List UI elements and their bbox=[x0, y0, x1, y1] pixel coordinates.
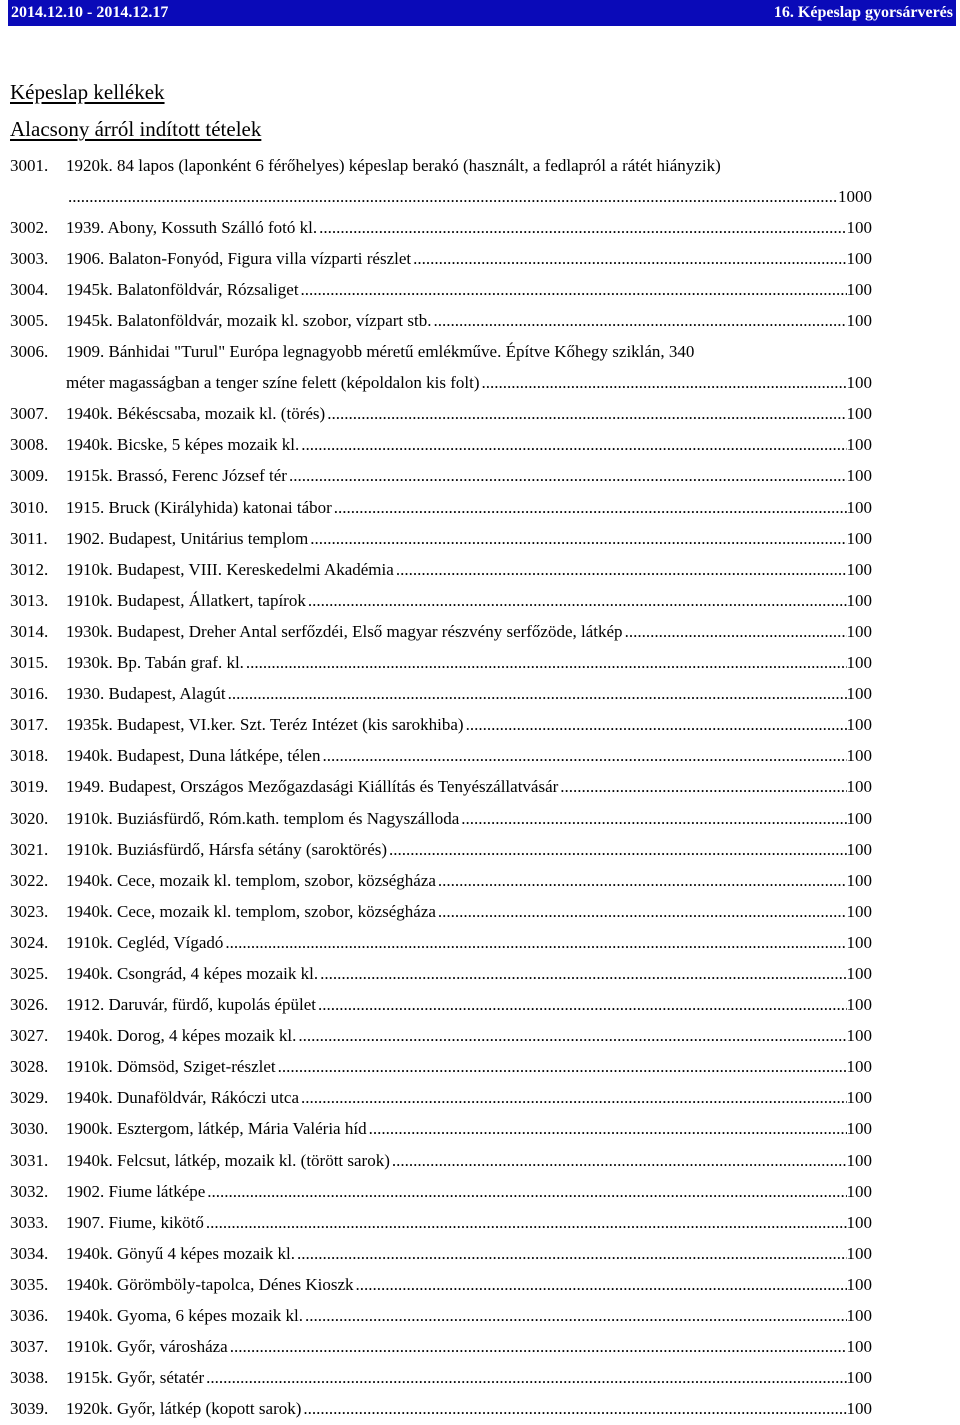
item-line bbox=[10, 616, 872, 647]
item-description: 1920k. 84 lapos (laponként 6 férőhelyes) képeslap berakó (használt, a fedlapról a rátét hiányzik) bbox=[66, 155, 721, 175]
item-description: 1940k. Görömböly-tapolca, Dénes Kioszk bbox=[66, 1274, 354, 1294]
item-description: 1915. Bruck (Királyhida) katonai tábor bbox=[66, 497, 332, 517]
item-price: 100 bbox=[846, 1399, 872, 1419]
list-item bbox=[10, 1394, 872, 1425]
dot-leader bbox=[560, 777, 846, 797]
list-item bbox=[10, 741, 872, 772]
list-item bbox=[10, 461, 872, 492]
item-line bbox=[10, 927, 872, 958]
dot-leader bbox=[413, 249, 846, 269]
item-line bbox=[10, 896, 872, 927]
list-item bbox=[10, 243, 872, 274]
dot-leader bbox=[320, 964, 846, 984]
item-price: 100 bbox=[846, 1337, 872, 1357]
item-line bbox=[10, 1176, 872, 1207]
item-line bbox=[10, 305, 872, 336]
item-line bbox=[10, 1363, 872, 1394]
item-description: 1930k. Budapest, Dreher Antal serfőzdéi, Első magyar részvény serfőzöde, látkép bbox=[66, 621, 623, 641]
item-price: 100 bbox=[846, 590, 872, 610]
list-item bbox=[10, 1207, 872, 1238]
item-price: 100 bbox=[846, 995, 872, 1015]
item-price: 100 bbox=[846, 466, 872, 486]
item-description: 1910k. Buziásfürdő, Róm.kath. templom és Nagyszálloda bbox=[66, 808, 460, 828]
item-description: 1915k. Győr, sétatér bbox=[66, 1368, 205, 1388]
item-line bbox=[10, 1052, 872, 1083]
item-price: 100 bbox=[846, 435, 872, 455]
item-price: 100 bbox=[846, 1243, 872, 1263]
dot-leader bbox=[310, 529, 846, 549]
dot-leader bbox=[389, 840, 846, 860]
item-line bbox=[10, 834, 872, 865]
item-line bbox=[10, 243, 872, 274]
dot-leader bbox=[206, 1213, 847, 1233]
dot-leader bbox=[438, 871, 847, 891]
list-item bbox=[10, 927, 872, 958]
item-number: 3027. bbox=[10, 1026, 49, 1046]
item-number: 3015. bbox=[10, 653, 49, 673]
item-number: 3026. bbox=[10, 995, 49, 1015]
item-price: 100 bbox=[846, 870, 872, 890]
item-description: 1940k. Dorog, 4 képes mozaik kl. bbox=[66, 1026, 297, 1046]
item-number: 3014. bbox=[10, 621, 49, 641]
item-line bbox=[10, 337, 872, 368]
list-item bbox=[10, 865, 872, 896]
item-line bbox=[10, 212, 872, 243]
item-description: 1920k. Győr, látkép (kopott sarok) bbox=[66, 1399, 302, 1419]
dot-leader bbox=[305, 1306, 846, 1326]
item-price: 100 bbox=[846, 373, 872, 393]
item-price: 100 bbox=[846, 715, 872, 735]
item-price: 1000 bbox=[838, 186, 872, 206]
item-description: méter magasságban a tenger színe felett (képoldalon kis folt) bbox=[66, 373, 480, 393]
item-number: 3013. bbox=[10, 590, 49, 610]
item-price: 100 bbox=[846, 777, 872, 797]
item-line bbox=[10, 150, 872, 181]
item-line bbox=[10, 523, 872, 554]
item-line bbox=[10, 368, 872, 399]
item-number: 3034. bbox=[10, 1243, 49, 1263]
item-description: 1910k. Győr, városháza bbox=[66, 1337, 228, 1357]
item-number: 3009. bbox=[10, 466, 49, 486]
item-price: 100 bbox=[846, 1212, 872, 1232]
item-number: 3011. bbox=[10, 528, 48, 548]
item-price: 100 bbox=[846, 963, 872, 983]
list-item bbox=[10, 1145, 872, 1176]
item-description: 1910k. Budapest, Állatkert, tapírok bbox=[66, 590, 306, 610]
dot-leader bbox=[278, 1057, 847, 1077]
list-item bbox=[10, 1300, 872, 1331]
item-line bbox=[10, 181, 872, 212]
dot-leader bbox=[356, 1275, 847, 1295]
item-line bbox=[10, 585, 872, 616]
dot-leader bbox=[319, 218, 846, 238]
item-price: 100 bbox=[846, 279, 872, 299]
dot-leader bbox=[466, 715, 847, 735]
page-header bbox=[8, 0, 956, 26]
item-line bbox=[10, 1114, 872, 1145]
item-number: 3032. bbox=[10, 1181, 49, 1201]
dot-leader bbox=[301, 280, 847, 300]
list-item bbox=[10, 337, 872, 399]
item-number: 3012. bbox=[10, 559, 49, 579]
list-item bbox=[10, 523, 872, 554]
item-number: 3033. bbox=[10, 1212, 49, 1232]
item-price: 100 bbox=[846, 528, 872, 548]
list-item bbox=[10, 772, 872, 803]
list-item bbox=[10, 1332, 872, 1363]
item-price: 100 bbox=[846, 653, 872, 673]
list-item bbox=[10, 1269, 872, 1300]
item-number: 3029. bbox=[10, 1088, 49, 1108]
item-number: 3036. bbox=[10, 1306, 49, 1326]
item-description: 1940k. Gyoma, 6 képes mozaik kl. bbox=[66, 1306, 304, 1326]
dot-leader bbox=[207, 1182, 846, 1202]
item-price: 100 bbox=[846, 621, 872, 641]
item-line bbox=[10, 1269, 872, 1300]
item-description: 1940k. Dunaföldvár, Rákóczi utca bbox=[66, 1088, 299, 1108]
item-price: 100 bbox=[846, 217, 872, 237]
item-line bbox=[10, 741, 872, 772]
dot-leader bbox=[433, 311, 846, 331]
dot-leader bbox=[322, 746, 846, 766]
item-price: 100 bbox=[846, 1368, 872, 1388]
item-description: 1935k. Budapest, VI.ker. Szt. Teréz Intézet (kis sarokhiba) bbox=[66, 715, 464, 735]
item-number: 3018. bbox=[10, 746, 49, 766]
section-title: Képeslap kellékek bbox=[10, 80, 165, 104]
item-price: 100 bbox=[846, 1088, 872, 1108]
item-number: 3004. bbox=[10, 279, 49, 299]
item-description: 1940k. Csongrád, 4 képes mozaik kl. bbox=[66, 963, 319, 983]
item-line bbox=[10, 492, 872, 523]
dot-leader bbox=[297, 1244, 847, 1264]
item-line bbox=[10, 1300, 872, 1331]
dot-leader bbox=[303, 1399, 846, 1419]
auction-title: 16. Képeslap gyorsárverés bbox=[773, 4, 953, 21]
item-line bbox=[10, 399, 872, 430]
date-range: 2014.12.10 - 2014.12.17 bbox=[11, 4, 169, 21]
dot-leader bbox=[301, 435, 846, 455]
item-line bbox=[10, 772, 872, 803]
dot-leader bbox=[482, 373, 847, 393]
item-line bbox=[10, 865, 872, 896]
item-number: 3020. bbox=[10, 808, 49, 828]
dot-leader bbox=[298, 1026, 846, 1046]
item-number: 3030. bbox=[10, 1119, 49, 1139]
dot-leader bbox=[230, 1337, 847, 1357]
list-item bbox=[10, 1238, 872, 1269]
list-item bbox=[10, 399, 872, 430]
list-item bbox=[10, 585, 872, 616]
item-description: 1910k. Dömsöd, Sziget-részlet bbox=[66, 1057, 276, 1077]
item-number: 3028. bbox=[10, 1057, 49, 1077]
item-price: 100 bbox=[846, 1150, 872, 1170]
list-item bbox=[10, 616, 872, 647]
item-price: 100 bbox=[846, 901, 872, 921]
item-number: 3035. bbox=[10, 1274, 49, 1294]
item-line bbox=[10, 1394, 872, 1425]
item-number: 3005. bbox=[10, 311, 49, 331]
item-description: 1910k. Budapest, VIII. Kereskedelmi Akadémia bbox=[66, 559, 394, 579]
item-description: 1930k. Bp. Tabán graf. kl. bbox=[66, 653, 244, 673]
item-number: 3037. bbox=[10, 1337, 49, 1357]
list-item bbox=[10, 710, 872, 741]
list-item bbox=[10, 430, 872, 461]
item-line bbox=[10, 803, 872, 834]
list-item bbox=[10, 990, 872, 1021]
item-price: 100 bbox=[846, 932, 872, 952]
item-description: 1900k. Esztergom, látkép, Mária Valéria híd bbox=[66, 1119, 367, 1139]
item-list bbox=[10, 150, 872, 1425]
item-description: 1930. Budapest, Alagút bbox=[66, 684, 226, 704]
list-item bbox=[10, 1363, 872, 1394]
dot-leader bbox=[228, 684, 847, 704]
item-description: 1906. Balaton-Fonyód, Figura villa vízparti részlet bbox=[66, 248, 412, 268]
item-line bbox=[10, 958, 872, 989]
list-item bbox=[10, 896, 872, 927]
list-item bbox=[10, 803, 872, 834]
dot-leader bbox=[308, 591, 847, 611]
item-description: 1915k. Brassó, Ferenc József tér bbox=[66, 466, 287, 486]
item-price: 100 bbox=[846, 1026, 872, 1046]
dot-leader bbox=[438, 902, 847, 922]
item-number: 3017. bbox=[10, 715, 49, 735]
item-line bbox=[10, 430, 872, 461]
item-price: 100 bbox=[846, 746, 872, 766]
item-description: 1912. Daruvár, fürdő, kupolás épület bbox=[66, 995, 317, 1015]
item-description: 1940k. Felcsut, látkép, mozaik kl. (törött sarok) bbox=[66, 1150, 390, 1170]
item-price: 100 bbox=[846, 311, 872, 331]
item-line bbox=[10, 1207, 872, 1238]
list-item bbox=[10, 958, 872, 989]
item-price: 100 bbox=[846, 808, 872, 828]
item-description: 1910k. Cegléd, Vígadó bbox=[66, 932, 224, 952]
dot-leader bbox=[396, 560, 847, 580]
item-line bbox=[10, 710, 872, 741]
list-item bbox=[10, 679, 872, 710]
item-line bbox=[10, 679, 872, 710]
item-description: 1909. Bánhidai "Turul" Európa legnagyobb méretű emlékműve. Építve Kőhegy sziklán, 340 bbox=[66, 342, 695, 362]
item-price: 100 bbox=[846, 248, 872, 268]
item-description: 1940k. Cece, mozaik kl. templom, szobor, községháza bbox=[66, 870, 436, 890]
dot-leader bbox=[392, 1151, 847, 1171]
item-price: 100 bbox=[846, 1181, 872, 1201]
item-number: 3023. bbox=[10, 901, 49, 921]
dot-leader bbox=[246, 653, 847, 673]
dot-leader bbox=[301, 1088, 847, 1108]
item-number: 3039. bbox=[10, 1399, 49, 1419]
item-description: 1940k. Cece, mozaik kl. templom, szobor, községháza bbox=[66, 901, 436, 921]
dot-leader bbox=[625, 622, 847, 642]
list-item bbox=[10, 1176, 872, 1207]
item-description: 1945k. Balatonföldvár, mozaik kl. szobor, vízpart stb. bbox=[66, 311, 432, 331]
item-number: 3025. bbox=[10, 963, 49, 983]
item-price: 100 bbox=[846, 1306, 872, 1326]
item-number: 3022. bbox=[10, 870, 49, 890]
dot-leader bbox=[327, 404, 846, 424]
list-item bbox=[10, 1052, 872, 1083]
item-number: 3010. bbox=[10, 497, 49, 517]
item-description: 1910k. Buziásfürdő, Hársfa sétány (saroktörés) bbox=[66, 839, 388, 859]
dot-leader bbox=[318, 995, 846, 1015]
item-description: 1945k. Balatonföldvár, Rózsaliget bbox=[66, 279, 299, 299]
item-number: 3016. bbox=[10, 684, 49, 704]
item-price: 100 bbox=[846, 1274, 872, 1294]
list-item bbox=[10, 305, 872, 336]
item-price: 100 bbox=[846, 559, 872, 579]
item-number: 3008. bbox=[10, 435, 49, 455]
subsection-title: Alacsony árról indított tételek bbox=[10, 117, 262, 141]
item-description: 1940k. Gönyű 4 képes mozaik kl. bbox=[66, 1243, 295, 1263]
item-description: 1902. Fiume látképe bbox=[66, 1181, 206, 1201]
item-number: 3006. bbox=[10, 342, 49, 362]
dot-leader bbox=[225, 933, 846, 953]
item-description: 1940k. Bicske, 5 képes mozaik kl. bbox=[66, 435, 300, 455]
item-price: 100 bbox=[846, 404, 872, 424]
dot-leader bbox=[369, 1119, 847, 1139]
item-line bbox=[10, 1083, 872, 1114]
list-item bbox=[10, 212, 872, 243]
dot-leader bbox=[461, 809, 846, 829]
item-description: 1939. Abony, Kossuth Szálló fotó kl. bbox=[66, 217, 318, 237]
item-number: 3024. bbox=[10, 932, 49, 952]
item-line bbox=[10, 461, 872, 492]
item-line bbox=[10, 648, 872, 679]
list-item bbox=[10, 554, 872, 585]
dot-leader bbox=[206, 1368, 846, 1388]
item-line bbox=[10, 274, 872, 305]
item-price: 100 bbox=[846, 497, 872, 517]
item-number: 3002. bbox=[10, 217, 49, 237]
item-description: 1907. Fiume, kikötő bbox=[66, 1212, 204, 1232]
item-number: 3019. bbox=[10, 777, 49, 797]
item-price: 100 bbox=[846, 839, 872, 859]
item-line bbox=[10, 1145, 872, 1176]
item-number: 3001. bbox=[10, 155, 49, 175]
item-number: 3038. bbox=[10, 1368, 49, 1388]
list-item bbox=[10, 648, 872, 679]
list-item bbox=[10, 1114, 872, 1145]
list-item bbox=[10, 492, 872, 523]
item-description: 1902. Budapest, Unitárius templom bbox=[66, 528, 309, 548]
item-line bbox=[10, 1332, 872, 1363]
dot-leader bbox=[334, 498, 847, 518]
item-price: 100 bbox=[846, 684, 872, 704]
item-price: 100 bbox=[846, 1057, 872, 1077]
item-line bbox=[10, 1238, 872, 1269]
dot-leader bbox=[289, 466, 847, 486]
item-number: 3003. bbox=[10, 248, 49, 268]
item-number: 3007. bbox=[10, 404, 49, 424]
item-line bbox=[10, 990, 872, 1021]
item-number: 3031. bbox=[10, 1150, 49, 1170]
item-description: 1949. Budapest, Országos Mezőgazdasági Kiállítás és Tenyészállatvásár bbox=[66, 777, 559, 797]
item-line bbox=[10, 1021, 872, 1052]
list-item bbox=[10, 834, 872, 865]
item-line bbox=[10, 554, 872, 585]
item-description: 1940k. Békéscsaba, mozaik kl. (törés) bbox=[66, 404, 326, 424]
item-number: 3021. bbox=[10, 839, 49, 859]
list-item bbox=[10, 1021, 872, 1052]
list-item bbox=[10, 1083, 872, 1114]
item-description: 1940k. Budapest, Duna látképe, télen bbox=[66, 746, 321, 766]
list-item bbox=[10, 274, 872, 305]
dot-leader bbox=[68, 187, 838, 207]
item-price: 100 bbox=[846, 1119, 872, 1139]
list-item bbox=[10, 150, 872, 212]
